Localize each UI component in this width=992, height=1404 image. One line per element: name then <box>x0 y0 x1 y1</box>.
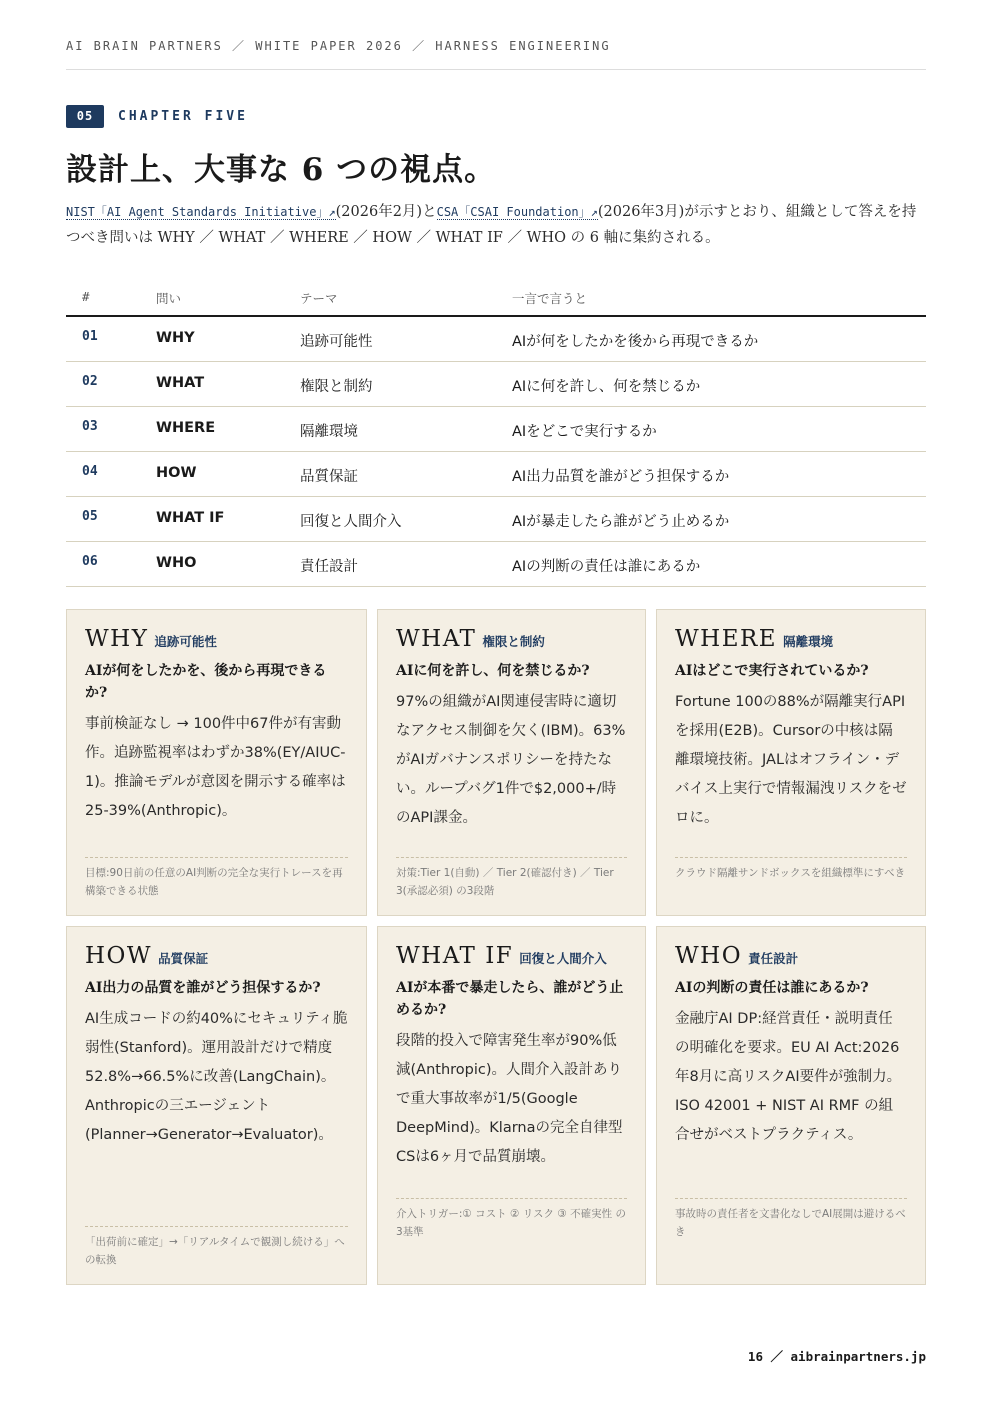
row-num: 01 <box>82 329 98 344</box>
header-summary: 一言で言うと <box>512 291 588 306</box>
card-question: AIの判断の責任は誰にあるか? <box>675 980 869 996</box>
table-row <box>66 542 926 587</box>
card-what <box>377 609 646 916</box>
card-name: WHAT <box>396 626 477 652</box>
row-num: 02 <box>82 374 98 389</box>
row-question: WHERE <box>156 420 216 436</box>
card-footnote: 介入トリガー:① コスト ② リスク ③ 不確実性 の3基準 <box>396 1198 627 1241</box>
csa-reference-link[interactable]: CSA「CSAI Foundation」↗ <box>436 205 598 219</box>
row-theme: 追跡可能性 <box>300 334 373 350</box>
table-row <box>66 452 926 497</box>
row-summary: AIが何をしたかを後から再現できるか <box>512 334 759 350</box>
page-title: 設計上、大事な 6 つの視点。 <box>66 152 497 188</box>
card-who <box>656 926 926 1285</box>
row-question: WHAT IF <box>156 510 225 526</box>
card-question: AI出力の品質を誰がどう担保するか? <box>85 980 321 996</box>
row-summary: AIの判断の責任は誰にあるか <box>512 559 701 575</box>
row-question: WHO <box>156 555 197 571</box>
card-body: Fortune 100の88%が隔離実行APIを採用(E2B)。Cursorの中核は隔離環境技術。JALはオフライン・デバイス上実行で情報漏洩リスクをゼロに。 <box>675 694 907 826</box>
card-theme: 品質保証 <box>158 951 209 966</box>
row-theme: 品質保証 <box>300 469 358 485</box>
chapter-number-badge: 05 <box>66 105 104 128</box>
row-question: HOW <box>156 465 197 481</box>
card-where <box>656 609 926 916</box>
card-body: 金融庁AI DP:経営責任・説明責任の明確化を要求。EU AI Act:2026年8月に高リスクAI要件が強制力。ISO 42001 + NIST AI RMF の組合せがベストプラクティス。 <box>675 1011 902 1143</box>
card-name: HOW <box>85 943 153 969</box>
card-name: WHO <box>675 943 743 969</box>
row-theme: 回復と人間介入 <box>300 514 402 530</box>
card-how <box>66 926 367 1285</box>
row-num: 05 <box>82 509 98 524</box>
header-num: # <box>82 289 90 304</box>
page-footer: 16 ／ aibrainpartners.jp <box>747 1349 926 1364</box>
row-num: 06 <box>82 554 98 569</box>
header-divider <box>66 69 926 70</box>
row-summary: AIをどこで実行するか <box>512 424 657 440</box>
card-theme: 隔離環境 <box>783 634 834 649</box>
card-question: AIはどこで実行されているか? <box>675 663 869 679</box>
row-theme: 責任設計 <box>300 559 358 575</box>
table-row <box>66 497 926 542</box>
card-footnote: 事故時の責任者を文書化なしでAI展開は避けるべき <box>675 1198 907 1241</box>
nist-reference-link[interactable]: NIST「AI Agent Standards Initiative」↗ <box>66 205 336 219</box>
row-summary: AI出力品質を誰がどう担保するか <box>512 469 730 485</box>
header-theme: テーマ <box>300 291 338 306</box>
table-row <box>66 317 926 362</box>
card-theme: 権限と制約 <box>482 634 545 649</box>
row-summary: AIが暴走したら誰がどう止めるか <box>512 514 730 530</box>
intro-paragraph <box>66 199 926 251</box>
card-footnote: 対策:Tier 1(自動) ／ Tier 2(確認付き) ／ Tier 3(承認必須) の3段階 <box>396 857 627 900</box>
card-theme: 回復と人間介入 <box>519 951 607 966</box>
card-body: 事前検証なし → 100件中67件が有害動作。追跡監視率はわずか38%(EY/AIUC-1)。推論モデルが意図を開示する確率は25-39%(Anthropic)。 <box>85 716 346 819</box>
card-theme: 追跡可能性 <box>154 634 217 649</box>
card-name: WHY <box>85 626 149 652</box>
header-question: 問い <box>156 291 182 306</box>
card-theme: 責任設計 <box>748 951 799 966</box>
row-question: WHY <box>156 330 195 346</box>
row-question: WHAT <box>156 375 205 391</box>
card-footnote: 「出荷前に確定」→「リアルタイムで観測し続ける」への転換 <box>85 1226 348 1269</box>
card-footnote: 目標:90日前の任意のAI判断の完全な実行トレースを再構築できる状態 <box>85 857 348 900</box>
card-question: AIに何を許し、何を禁じるか? <box>396 663 590 679</box>
card-question: AIが何をしたかを、後から再現できるか? <box>85 663 327 701</box>
table-header <box>66 283 926 317</box>
row-theme: 隔離環境 <box>300 424 358 440</box>
six-perspectives-table <box>66 283 926 587</box>
card-footnote: クラウド隔離サンドボックスを組織標準にすべき <box>675 857 907 882</box>
card-name: WHAT IF <box>396 943 514 969</box>
card-body: 97%の組織がAI関連侵害時に適切なアクセス制御を欠く(IBM)。63%がAIガバナンスポリシーを持たない。ループバグ1件で$2,000+/時のAPI課金。 <box>396 694 626 826</box>
card-body: 段階的投入で障害発生率が90%低減(Anthropic)。人間介入設計ありで重大事故率が1/5(Google DeepMind)。Klarnaの完全自律型CSは6ヶ月で品質崩壊。 <box>396 1033 623 1165</box>
intro-text-2: (2026年3月)が示すとおり、組織として答えを持つべき問いは WHY ／ WHAT ／ WHERE ／ HOW ／ WHAT IF ／ WHO の 6 軸に集約される。 <box>66 204 917 246</box>
row-summary: AIに何を許し、何を禁じるか <box>512 379 701 395</box>
table-row <box>66 362 926 407</box>
table-row <box>66 407 926 452</box>
card-why <box>66 609 367 916</box>
card-question: AIが本番で暴走したら、誰がどう止めるか? <box>396 980 624 1018</box>
row-num: 03 <box>82 419 98 434</box>
card-what-if <box>377 926 646 1285</box>
card-name: WHERE <box>675 626 778 652</box>
intro-text-1: (2026年2月)と <box>335 204 437 220</box>
row-theme: 権限と制約 <box>300 379 373 395</box>
chapter-marker <box>66 104 248 128</box>
chapter-label: CHAPTER FIVE <box>118 108 248 124</box>
running-header: AI BRAIN PARTNERS ／ WHITE PAPER 2026 ／ HARNESS ENGINEERING <box>66 39 611 53</box>
row-num: 04 <box>82 464 98 479</box>
card-body: AI生成コードの約40%にセキュリティ脆弱性(Stanford)。運用設計だけで精度52.8%→66.5%に改善(LangChain)。Anthropicの三エージェント(Planner→Generator→Evaluator)。 <box>85 1011 348 1143</box>
